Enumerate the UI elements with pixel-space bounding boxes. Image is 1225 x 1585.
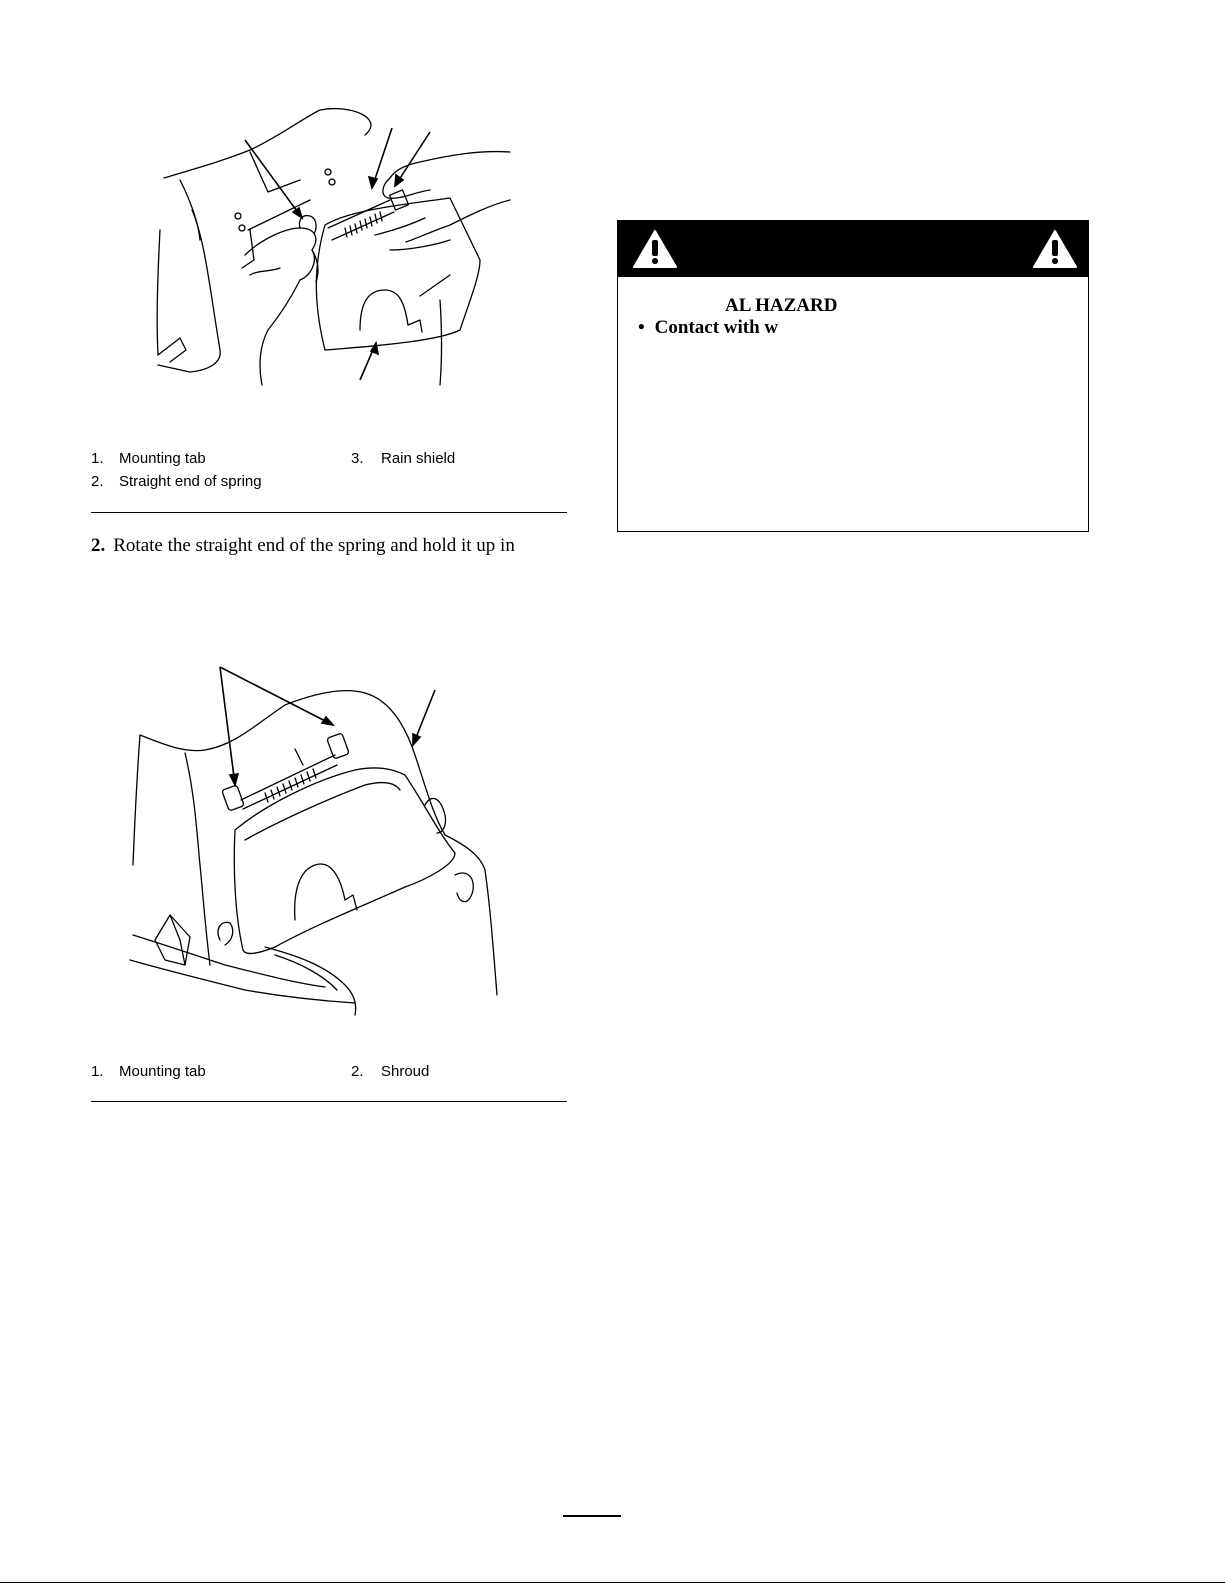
warning-box: [617, 220, 1089, 532]
figure-1-divider: [91, 512, 567, 513]
legend-2-text: Shroud: [381, 1063, 430, 1080]
warning-bullet-text: Contact with w: [654, 317, 779, 338]
legend-2-number: 2.: [351, 1063, 364, 1080]
warning-header-bar: [618, 221, 1088, 277]
page-bottom-rule: [0, 1582, 1225, 1583]
step-2-paragraph: [91, 535, 515, 557]
step-2-number: 2.: [91, 535, 106, 556]
step-2-text: Rotate the straight end of the spring and hold it up in: [113, 535, 515, 556]
legend-1-text: Mounting tab: [119, 1063, 206, 1080]
legend-3-number: 3.: [351, 450, 364, 467]
warning-bullet: [638, 317, 778, 339]
hazard-title: AL HAZARD: [725, 295, 838, 316]
legend-2-text: Straight end of spring: [119, 473, 262, 490]
legend-2-number: 2.: [91, 473, 104, 490]
legend-1-number: 1.: [91, 450, 104, 467]
legend-1-number: 1.: [91, 1063, 104, 1080]
page-number-underline: [563, 1515, 621, 1517]
figure-1-rain-shield-illustration: [150, 100, 510, 390]
figure-2-shroud-illustration: [125, 665, 515, 1020]
warning-triangle-icon: [632, 229, 678, 269]
figure-2-divider: [91, 1101, 567, 1102]
legend-1-text: Mounting tab: [119, 450, 206, 467]
warning-triangle-icon: [1032, 229, 1078, 269]
bullet-dot-icon: •: [638, 317, 645, 338]
legend-3-text: Rain shield: [381, 450, 456, 467]
